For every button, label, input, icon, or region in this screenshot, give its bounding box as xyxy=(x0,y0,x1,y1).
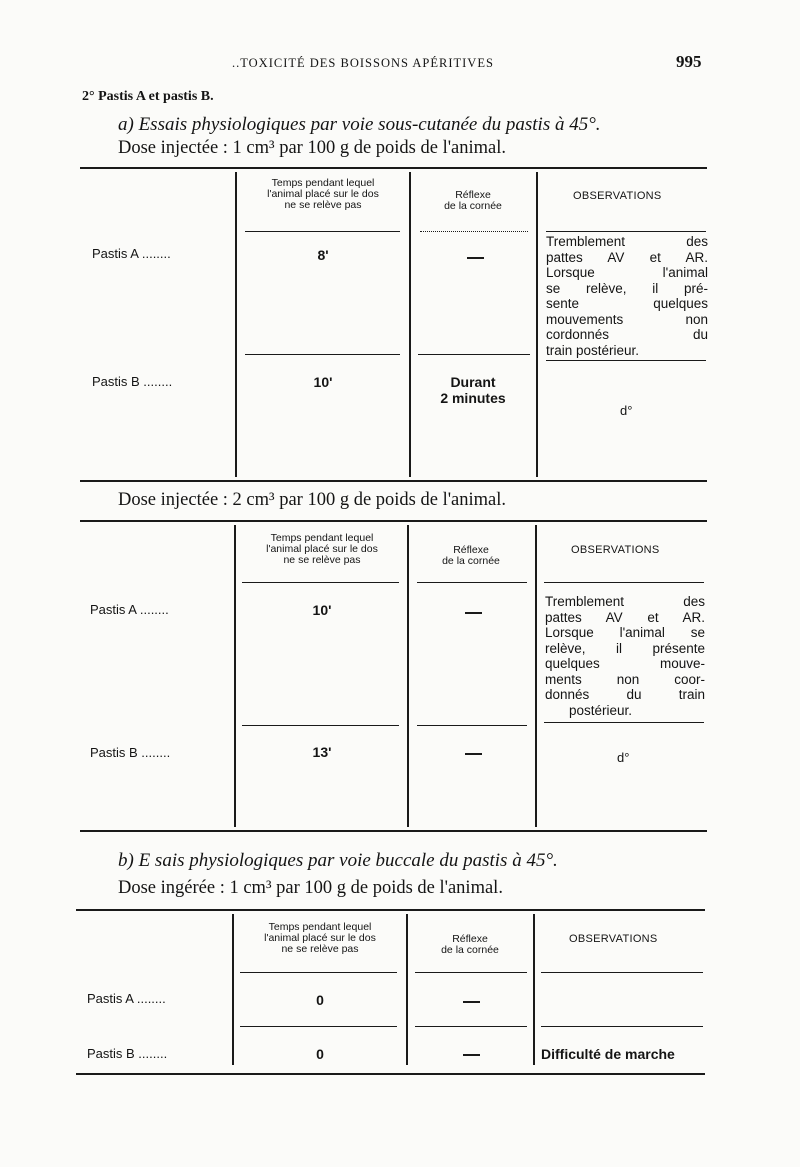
header-underline xyxy=(546,231,706,232)
reflex-value: Durant 2 minutes xyxy=(440,374,506,406)
col-header-time: Temps pendant lequel l'animal placé sur le dos ne se relève pas xyxy=(267,177,379,211)
row-separator xyxy=(546,360,706,361)
ditto-mark: d° xyxy=(620,403,633,418)
col-header-reflex: Réflexe de la cornée xyxy=(444,189,502,212)
time-value: 10' xyxy=(312,602,332,618)
running-header: ..TOXICITÉ DES BOISSONS APÉRITIVES xyxy=(232,56,494,70)
row-label-pastis-b: Pastis B ........ xyxy=(87,1046,168,1061)
header-underline xyxy=(544,582,704,583)
col-header-observations: OBSERVATIONS xyxy=(573,190,662,202)
observation-text: Difficulté de marche xyxy=(541,1046,675,1062)
row-label-pastis-a: Pastis A ........ xyxy=(87,991,166,1006)
table-2-top-rule xyxy=(80,520,707,522)
time-value: 8' xyxy=(317,247,329,263)
table-2-dose: Dose injectée : 2 cm³ par 100 g de poids de l'animal. xyxy=(118,490,507,510)
row-separator xyxy=(415,1026,527,1027)
row-label-pastis-b: Pastis B ........ xyxy=(92,374,173,389)
table-1-col-divider xyxy=(536,172,538,477)
time-value: 10' xyxy=(313,374,333,390)
table-3-dose: Dose ingérée : 1 cm³ par 100 g de poids de l'animal. xyxy=(118,878,503,898)
col-header-observations: OBSERVATIONS xyxy=(571,544,660,556)
reflex-none-dash xyxy=(465,753,482,755)
header-underline xyxy=(541,972,703,973)
row-separator xyxy=(240,1026,397,1027)
row-label-pastis-b: Pastis B ........ xyxy=(90,745,171,760)
time-value: 13' xyxy=(312,744,332,760)
table-3-top-rule xyxy=(76,909,705,911)
row-separator xyxy=(541,1026,703,1027)
ditto-mark: d° xyxy=(617,750,630,765)
reflex-none-dash xyxy=(463,1054,480,1056)
page-number: 995 xyxy=(676,52,702,71)
row-separator xyxy=(242,725,399,726)
reflex-none-dash xyxy=(463,1001,480,1003)
table-1-top-rule xyxy=(80,167,707,169)
col-header-reflex: Réflexe de la cornée xyxy=(441,933,499,956)
header-underline xyxy=(245,231,400,232)
section-heading: 2° Pastis A et pastis B. xyxy=(82,89,214,104)
row-label-pastis-a: Pastis A ........ xyxy=(90,602,169,617)
table-3-col-divider xyxy=(533,914,535,1065)
row-separator xyxy=(417,725,527,726)
subsection-b-title: b) E sais physiologiques par voie buccale du pastis à 45°. xyxy=(118,850,558,871)
table-2-bottom-rule xyxy=(80,830,707,832)
table-3-col-divider xyxy=(232,914,234,1065)
table-1-col-divider xyxy=(409,172,411,477)
col-header-time: Temps pendant lequel l'animal placé sur le dos ne se relève pas xyxy=(264,921,376,955)
time-value: 0 xyxy=(316,1046,324,1062)
header-underline xyxy=(415,972,527,973)
reflex-none-dash xyxy=(465,612,482,614)
table-2-col-divider xyxy=(407,525,409,827)
header-underline xyxy=(240,972,397,973)
table-1-col-divider xyxy=(235,172,237,477)
col-header-observations: OBSERVATIONS xyxy=(569,933,658,945)
table-3-bottom-rule xyxy=(76,1073,705,1075)
col-header-time: Temps pendant lequel l'animal placé sur le dos ne se relève pas xyxy=(266,532,378,566)
row-label-pastis-a: Pastis A ........ xyxy=(92,246,171,261)
row-separator xyxy=(418,354,530,355)
row-separator xyxy=(544,722,704,723)
observation-text: Tremblement des pattes AV et AR. Lorsque l'animal se relève, il pré- sente quelques mouvements non cordonnés du train postérieur. xyxy=(546,234,708,358)
row-separator xyxy=(245,354,400,355)
header-underline xyxy=(242,582,399,583)
table-2-col-divider xyxy=(234,525,236,827)
reflex-none-dash xyxy=(467,257,484,259)
observation-text: Tremblement des pattes AV et AR. Lorsque l'animal se relève, il présente quelques mouve- ments non coor- donnés du train postérieur. xyxy=(545,594,705,718)
col-header-reflex: Réflexe de la cornée xyxy=(442,544,500,567)
table-2-col-divider xyxy=(535,525,537,827)
table-1-bottom-rule xyxy=(80,480,707,482)
time-value: 0 xyxy=(316,992,324,1008)
table-1-dose: Dose injectée : 1 cm³ par 100 g de poids de l'animal. xyxy=(118,138,507,158)
header-underline xyxy=(420,231,528,233)
header-underline xyxy=(417,582,527,583)
subsection-a-title: a) Essais physiologiques par voie sous-cutanée du pastis à 45°. xyxy=(118,114,601,135)
